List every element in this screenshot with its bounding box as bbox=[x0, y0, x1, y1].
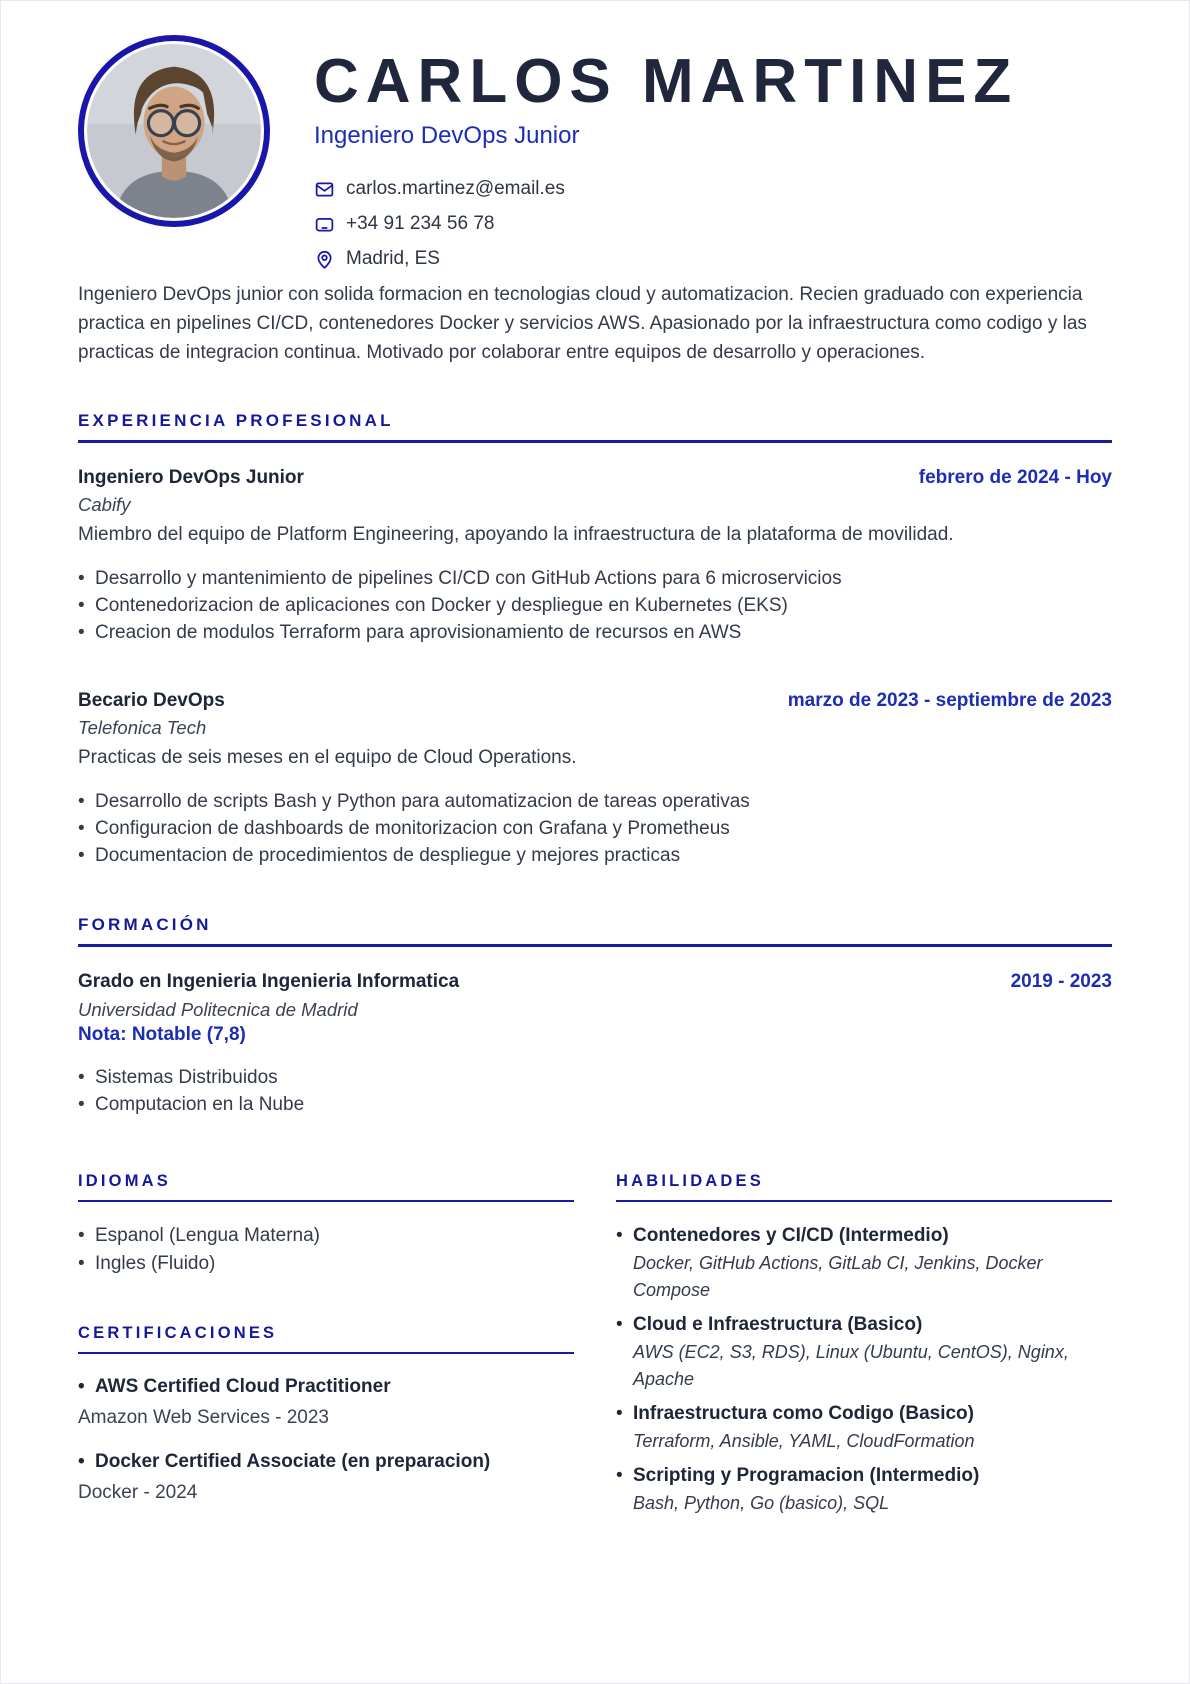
education-bullet: • Sistemas Distribuidos bbox=[78, 1064, 1112, 1091]
certification-name: • AWS Certified Cloud Practitioner bbox=[78, 1374, 574, 1400]
languages-heading: IDIOMAS bbox=[78, 1172, 574, 1202]
job-bullet: • Documentacion de procedimientos de despliegue y mejores practicas bbox=[78, 842, 1112, 869]
job-bullet-list bbox=[78, 788, 1112, 869]
section-languages bbox=[78, 1172, 574, 1278]
degree-title: Grado en Ingenieria Ingenieria Informatica bbox=[78, 971, 460, 993]
experience-heading: EXPERIENCIA PROFESIONAL bbox=[78, 411, 1112, 443]
education-bullet-list bbox=[78, 1064, 1112, 1118]
language-list bbox=[78, 1222, 574, 1278]
language-item: • Ingles (Fluido) bbox=[78, 1250, 574, 1278]
education-dates: 2019 - 2023 bbox=[1010, 971, 1112, 993]
skill-tools: AWS (EC2, S3, RDS), Linux (Ubuntu, CentOS), Nginx, Apache bbox=[633, 1342, 1069, 1390]
section-education bbox=[78, 915, 1112, 1118]
skill-entry bbox=[616, 1462, 1112, 1517]
skill-name: • Cloud e Infraestructura (Basico) bbox=[616, 1311, 1112, 1338]
certification-name: • Docker Certified Associate (en preparacion) bbox=[78, 1449, 574, 1475]
right-column bbox=[616, 1172, 1112, 1524]
job-description: Practicas de seis meses en el equipo de Cloud Operations. bbox=[78, 747, 577, 769]
profile-photo bbox=[78, 35, 270, 227]
education-heading: FORMACIÓN bbox=[78, 915, 1112, 947]
contact-email-text: carlos.martinez@email.es bbox=[346, 178, 565, 200]
job-title: Ingeniero DevOps Junior bbox=[78, 467, 304, 489]
job-dates: marzo de 2023 - septiembre de 2023 bbox=[787, 690, 1112, 712]
contact-email-row bbox=[314, 178, 1018, 200]
job-header bbox=[78, 467, 1112, 489]
job-bullet: • Contenedorizacion de aplicaciones con Docker y despliegue en Kubernetes (EKS) bbox=[78, 592, 1112, 619]
job-bullet-list bbox=[78, 565, 1112, 646]
skill-tools: Terraform, Ansible, YAML, CloudFormation bbox=[633, 1431, 975, 1452]
skill-name: • Infraestructura como Codigo (Basico) bbox=[616, 1400, 1112, 1427]
job-company: Cabify bbox=[78, 494, 131, 516]
contact-phone-row bbox=[314, 213, 1018, 235]
skill-entry bbox=[616, 1311, 1112, 1393]
school-name: Universidad Politecnica de Madrid bbox=[78, 999, 358, 1021]
contact-list bbox=[314, 178, 1018, 270]
contact-location-row bbox=[314, 248, 1018, 270]
job-header bbox=[78, 690, 1112, 712]
skill-name: • Contenedores y CI/CD (Intermedio) bbox=[616, 1222, 1112, 1249]
contact-location-text: Madrid, ES bbox=[346, 248, 440, 270]
job-bullet: • Configuracion de dashboards de monitorizacion con Grafana y Prometheus bbox=[78, 815, 1112, 842]
contact-phone-text: +34 91 234 56 78 bbox=[346, 213, 495, 235]
skill-tools: Docker, GitHub Actions, GitLab CI, Jenkins, Docker Compose bbox=[633, 1253, 1043, 1301]
left-column bbox=[78, 1172, 574, 1524]
bottom-two-column-area bbox=[78, 1172, 1112, 1524]
skill-tools: Bash, Python, Go (basico), SQL bbox=[633, 1493, 890, 1514]
education-header bbox=[78, 971, 1112, 993]
job-description: Miembro del equipo de Platform Engineering, apoyando la infraestructura de la plataforma de movilidad. bbox=[78, 524, 954, 546]
profile-photo-illustration bbox=[87, 44, 261, 218]
email-icon bbox=[314, 179, 335, 200]
section-skills bbox=[616, 1172, 1112, 1517]
summary-paragraph: Ingeniero DevOps junior con solida formacion en tecnologias cloud y automatizacion. Recien graduado con experiencia practica en pipelines CI/CD, contenedores Docker y servicios AWS. Apasionado por la infraestructura como codigo y las practicas de integracion continua. Motivado por colaborar entre equipos de desarrollo y operaciones. bbox=[78, 284, 1087, 364]
certifications-heading: CERTIFICACIONES bbox=[78, 1324, 574, 1354]
page-title: CARLOS MARTINEZ bbox=[314, 47, 1019, 116]
section-experience bbox=[78, 411, 1112, 869]
grade-note: Nota: Notable (7,8) bbox=[78, 1024, 246, 1046]
certification-entry bbox=[78, 1449, 574, 1506]
skill-entry bbox=[616, 1400, 1112, 1455]
skills-heading: HABILIDADES bbox=[616, 1172, 1112, 1202]
job-dates: febrero de 2024 - Hoy bbox=[918, 467, 1112, 489]
header-job-title: Ingeniero DevOps Junior bbox=[314, 122, 580, 150]
certification-issuer: Docker - 2024 bbox=[78, 1482, 198, 1504]
location-icon bbox=[314, 249, 335, 270]
job-bullet: • Desarrollo y mantenimiento de pipelines CI/CD con GitHub Actions para 6 microservicios bbox=[78, 565, 1112, 592]
skill-entry bbox=[616, 1222, 1112, 1304]
skill-name: • Scripting y Programacion (Intermedio) bbox=[616, 1462, 1112, 1489]
language-item: • Espanol (Lengua Materna) bbox=[78, 1222, 574, 1250]
section-certifications bbox=[78, 1324, 574, 1506]
job-company: Telefonica Tech bbox=[78, 717, 207, 739]
job-entry bbox=[78, 467, 1112, 646]
job-title: Becario DevOps bbox=[78, 690, 225, 712]
certification-entry bbox=[78, 1374, 574, 1431]
header-info bbox=[314, 35, 1018, 270]
resume-header bbox=[78, 35, 1112, 270]
certification-issuer: Amazon Web Services - 2023 bbox=[78, 1407, 329, 1429]
education-bullet: • Computacion en la Nube bbox=[78, 1091, 1112, 1118]
phone-icon bbox=[314, 214, 335, 235]
job-bullet: • Desarrollo de scripts Bash y Python para automatizacion de tareas operativas bbox=[78, 788, 1112, 815]
job-entry bbox=[78, 690, 1112, 869]
job-bullet: • Creacion de modulos Terraform para aprovisionamiento de recursos en AWS bbox=[78, 619, 1112, 646]
